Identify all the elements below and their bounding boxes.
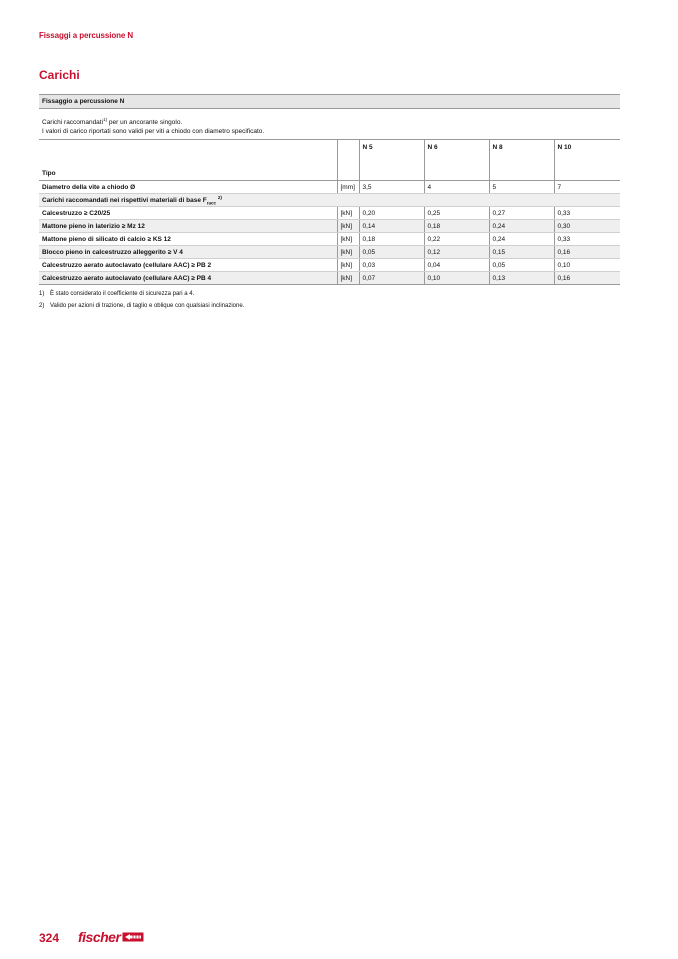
table-row	[39, 233, 620, 246]
cell-value: 0,33	[554, 207, 620, 220]
intro-line-1	[42, 116, 617, 128]
cell-value: 0,12	[424, 246, 489, 259]
row-unit: [kN]	[337, 233, 359, 246]
cell-value: 0,15	[489, 246, 554, 259]
footnote-number: 2)	[39, 303, 45, 310]
row-unit: [kN]	[337, 207, 359, 220]
intro-text: Carichi raccomandati	[42, 119, 104, 127]
type-label: Tipo	[39, 140, 337, 181]
row-label: Calcestruzzo ≥ C20/25	[39, 207, 337, 220]
row-unit: [kN]	[337, 272, 359, 285]
footnote-text: Valido per azioni di trazione, di taglio e oblique con qualsiasi inclinazione.	[50, 303, 245, 310]
cell-value: 0,10	[424, 272, 489, 285]
row-unit: [kN]	[337, 259, 359, 272]
table-row	[39, 207, 620, 220]
table-caption: Fissaggio a percussione N	[39, 94, 620, 109]
table-row	[39, 246, 620, 259]
cell-value: 0,25	[424, 207, 489, 220]
unit-header	[337, 140, 359, 181]
subheading-text: Carichi raccomandati nei rispettivi materiali di base F	[42, 197, 207, 205]
column-header: N 8	[489, 140, 554, 181]
subheading-footnote-ref: 2)	[217, 194, 222, 200]
load-table	[39, 94, 620, 312]
cell-value: 4	[424, 181, 489, 194]
row-label: Blocco pieno in calcestruzzo alleggerito ≥ V 4	[39, 246, 337, 259]
row-unit: [mm]	[337, 181, 359, 194]
table-row	[39, 220, 620, 233]
cell-value: 0,33	[554, 233, 620, 246]
cell-value: 0,10	[554, 259, 620, 272]
column-header: N 10	[554, 140, 620, 181]
cell-value: 0,05	[489, 259, 554, 272]
cell-value: 0,04	[424, 259, 489, 272]
intro-footnote-ref: 1)	[103, 117, 108, 122]
page-number: 324	[39, 931, 60, 945]
cell-value: 0,07	[359, 272, 424, 285]
row-label: Mattone pieno in laterizio ≥ Mz 12	[39, 220, 337, 233]
cell-value: 5	[489, 181, 554, 194]
row-unit: [kN]	[337, 246, 359, 259]
row-label: Calcestruzzo aerato autoclavato (cellulare AAC) ≥ PB 4	[39, 272, 337, 285]
cell-value: 0,13	[489, 272, 554, 285]
diameter-row	[39, 181, 620, 194]
cell-value: 0,24	[489, 233, 554, 246]
column-header: N 6	[424, 140, 489, 181]
running-header: Fissaggi a percussione N	[39, 31, 134, 40]
subheading	[39, 194, 620, 207]
table-header-row	[39, 140, 620, 181]
intro-line-2: I valori di carico riportati sono validi per viti a chiodo con diametro specificato.	[42, 127, 265, 135]
row-label: Calcestruzzo aerato autoclavato (cellulare AAC) ≥ PB 2	[39, 259, 337, 272]
table-row	[39, 272, 620, 285]
cell-value: 0,03	[359, 259, 424, 272]
subheading-row	[39, 194, 620, 207]
row-label: Diametro della vite a chiodo Ø	[39, 181, 337, 194]
row-label: Mattone pieno di silicato di calcio ≥ KS 12	[39, 233, 337, 246]
footnote-number: 1)	[39, 291, 45, 298]
cell-value: 0,24	[489, 220, 554, 233]
cell-value: 0,27	[489, 207, 554, 220]
cell-value: 0,16	[554, 272, 620, 285]
cell-value: 0,20	[359, 207, 424, 220]
cell-value: 0,18	[359, 233, 424, 246]
brand-logo	[78, 929, 144, 945]
footnote	[39, 288, 620, 300]
cell-value: 0,14	[359, 220, 424, 233]
cell-value: 0,16	[554, 246, 620, 259]
brand-wordmark: fischer	[78, 929, 121, 945]
anchor-logo-icon	[122, 932, 144, 942]
data-table	[39, 139, 620, 285]
cell-value: 0,18	[424, 220, 489, 233]
cell-value: 0,30	[554, 220, 620, 233]
cell-value: 7	[554, 181, 620, 194]
table-intro	[39, 109, 620, 139]
cell-value: 3,5	[359, 181, 424, 194]
subheading-subscript: racc	[206, 200, 216, 206]
section-title: Carichi	[39, 68, 80, 82]
footnotes	[39, 288, 620, 312]
intro-text-cont: per un ancorante singolo.	[107, 119, 183, 127]
footnote-text: È stato considerato il coefficiente di sicurezza pari a 4.	[50, 291, 195, 298]
table-row	[39, 259, 620, 272]
row-unit: [kN]	[337, 220, 359, 233]
cell-value: 0,05	[359, 246, 424, 259]
cell-value: 0,22	[424, 233, 489, 246]
column-header: N 5	[359, 140, 424, 181]
footnote	[39, 300, 620, 312]
